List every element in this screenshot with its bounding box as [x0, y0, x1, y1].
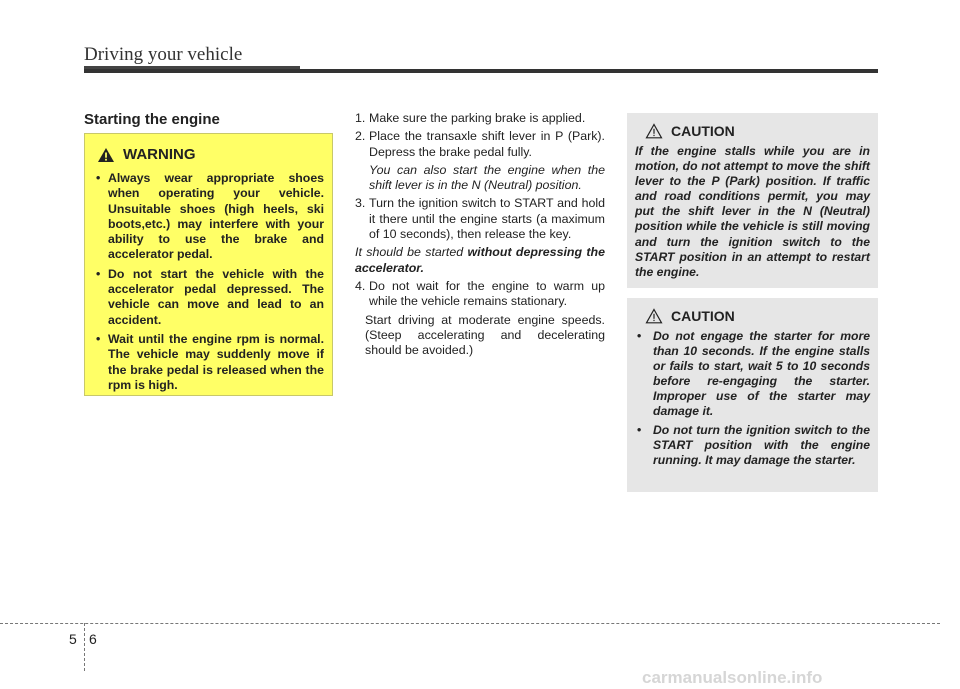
caution-title — [645, 308, 870, 324]
step-4-paragraph: Start driving at moderate engine speeds. (Steep accelerating and decelerating should be avoided.) — [365, 312, 605, 358]
footer-rule — [0, 623, 940, 624]
page-header-title: Driving your vehicle — [84, 44, 243, 65]
step-1: 1. Make sure the parking brake is applied. — [355, 111, 586, 125]
warning-item: • Always wear appropriate shoes when operating your vehicle. Unsuitable shoes (high heels, ski boots,etc.) may interfere with your ability to use the brake and accelerator pedal. — [94, 171, 324, 263]
warning-item: • Do not start the vehicle with the accelerator pedal depressed. The vehicle can move and lead to an accident. — [94, 267, 324, 328]
caution-title-text: CAUTION — [671, 308, 735, 324]
starting-steps — [355, 111, 605, 358]
warning-list — [94, 171, 324, 393]
caution-list — [635, 329, 870, 468]
header-rule — [84, 69, 878, 73]
caution-item: • Do not turn the ignition switch to the START position with the engine running. It may damage the starter. — [635, 423, 870, 468]
caution-text: If the engine stalls while you are in motion, do not attempt to move the shift lever to the P (Park) position. If traffic and road conditions permit, you may put the shift lever in the N (Neutral) position while the vehicle is still moving and turn the ignition switch to the START position in an attempt to restart the engine. — [635, 144, 870, 279]
warning-title-text: WARNING — [123, 146, 196, 163]
watermark: carmanualsonline.info — [642, 668, 823, 687]
caution-box-starter — [627, 298, 878, 492]
step-3: 3. Turn the ignition switch to START and hold it there until the engine starts (a maximum of 10 seconds), then release the key. — [355, 196, 605, 242]
caution-box-stall — [627, 113, 878, 288]
step-2: 2. Place the transaxle shift lever in P (Park). Depress the brake pedal fully. — [355, 129, 605, 159]
step-3-note: It should be started without depressing the accelerator. — [355, 245, 605, 275]
caution-item: • Do not engage the starter for more than 10 seconds. If the engine stalls or fails to start, wait 5 to 10 seconds before re-engaging the starter. Improper use of the starter may damage it. — [635, 329, 870, 420]
page-section-number: 5 — [69, 631, 77, 647]
page-number: 6 — [89, 631, 97, 647]
footer-divider — [84, 623, 85, 671]
section-heading: Starting the engine — [84, 111, 220, 128]
warning-icon — [97, 147, 115, 163]
caution-icon — [645, 123, 663, 139]
warning-box — [84, 133, 333, 396]
warning-title — [97, 146, 324, 163]
warning-item: • Wait until the engine rpm is normal. The vehicle may suddenly move if the brake pedal is released when the rpm is high. — [94, 332, 324, 393]
caution-icon — [645, 308, 663, 324]
step-2-note: You can also start the engine when the shift lever is in the N (Neutral) position. — [369, 162, 605, 193]
step-4: 4. Do not wait for the engine to warm up while the vehicle remains stationary. — [355, 278, 605, 309]
caution-title — [645, 123, 870, 139]
caution-title-text: CAUTION — [671, 123, 735, 139]
